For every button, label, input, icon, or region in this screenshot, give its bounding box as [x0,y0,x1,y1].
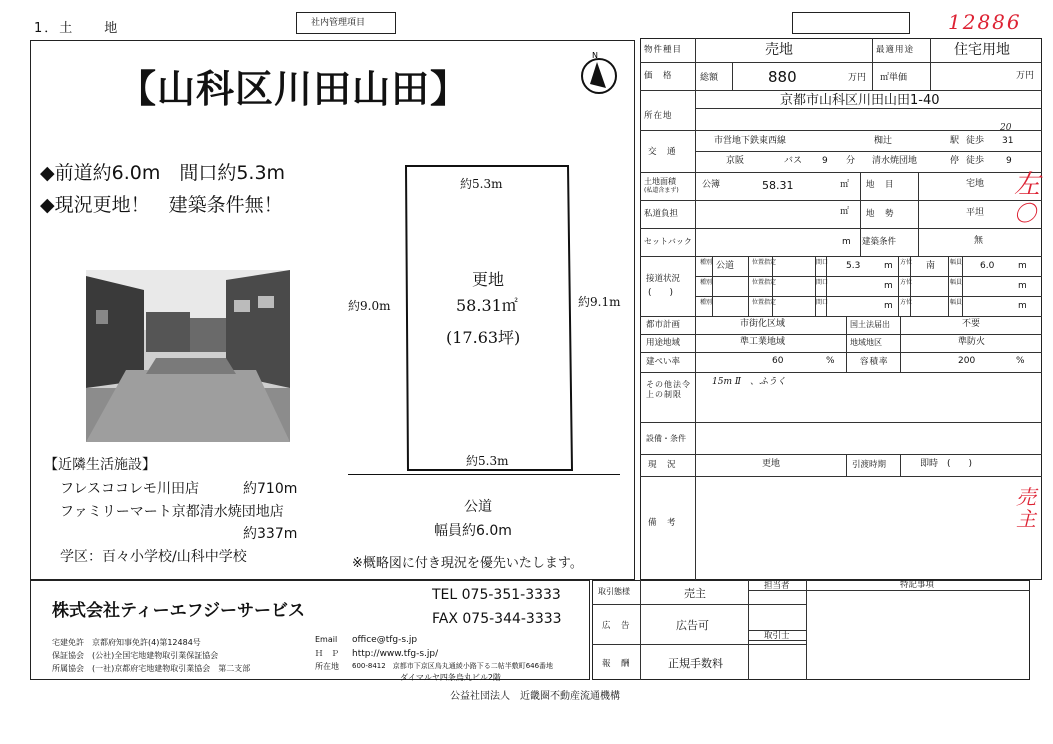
access-frontage-label: 間口 [816,299,829,306]
private-road-unit: ㎡ [840,207,850,217]
handwritten-mark: 左 [1014,170,1041,200]
walk-minutes: 31 [1002,136,1014,146]
handwritten-doc-number: 12886 [948,10,1022,34]
company-address: 600-8412 京都市下京区烏丸通綾小路下る二帖半敷町646番地 [352,662,554,670]
chimoku-label: 地 目 [866,180,895,190]
access-position-label: 位置指定 [752,279,777,286]
ref-stamp-box [792,12,910,34]
access-width-unit: m [1018,261,1027,271]
chimoku-value: 宅地 [966,179,985,189]
chisei-label: 地 勢 [866,209,895,219]
company-name: 株式会社ティーエフジーサービス [52,601,305,621]
traffic-label: 交 通 [648,147,677,157]
other-law-label: その他法令上の制限 [646,380,691,399]
bcr-label: 建ぺい率 [646,357,681,367]
site-photo [86,270,290,442]
access-dir-value: 南 [926,261,936,271]
price-value: 880 [768,68,797,86]
price-label: 価 格 [644,71,673,81]
access-position-label: 位置指定 [752,259,777,266]
compass-icon [578,50,620,96]
bus-label: バス [784,156,803,166]
access-paren: ( ) [648,288,674,298]
property-sheet [640,38,1042,580]
far-unit: % [1016,356,1025,366]
lot-bottom-dimension: 約5.3m [466,454,509,468]
access-kind-label: 種別 [700,299,713,306]
setback-label: セットバック [644,237,692,246]
zone-label: 用途地域 [646,338,681,348]
dealer-label: 取引士 [764,631,790,641]
bullet-road-frontage: ◆前道約6.0m 間口約5.3m [40,162,286,184]
company-tel: TEL 075-351-3333 [432,587,561,603]
kind-value: 売地 [765,42,793,58]
district-value: 準防火 [958,337,986,347]
access-width-label: 幅員 [950,279,963,286]
lot-diagram [400,160,580,476]
best-use-value: 住宅用地 [954,42,1010,58]
best-use-label: 最適用途 [876,45,915,55]
land-area-kind: 公簿 [702,180,721,190]
price-unit: 万円 [848,73,867,83]
road-type: 公道 [464,499,492,515]
bus-line: 京阪 [726,156,745,166]
build-cond-label: 建築条件 [862,237,897,247]
trade-association: 所属協会 (一社)京都府宅地建物取引業協会 第二支部 [52,664,251,673]
bullet-condition: ◆現況更地！ 建築条件無！ [40,194,283,216]
road-line [348,474,620,475]
build-cond-value: 無 [974,236,984,246]
school-district: 学区：百々小学校/山科中学校 [60,549,247,565]
land-area-sub: (私道含まず) [644,187,679,194]
access-dir-label: 方位 [900,279,913,286]
handover-value: 即時 ( ) [920,459,973,469]
land-area-label: 土地面積 [644,177,676,186]
fee-value: 正規手数料 [668,657,723,670]
nla-label: 国土法届出 [850,320,890,329]
current-label: 現 況 [648,460,677,470]
bus-minutes-unit: 分 [846,156,856,166]
company-fax: FAX 075-344-3333 [432,611,562,627]
hp-url[interactable]: http://www.tfg-s.jp/ [352,649,439,659]
access-dir-label: 方位 [900,259,913,266]
land-area-unit: ㎡ [840,180,850,190]
zone-value: 準工業地域 [740,337,786,347]
notes-label: 特記事項 [900,580,935,590]
lot-status: 更地 [472,270,505,289]
unit-price-unit: 万円 [1016,71,1035,81]
access-width-unit: m [1018,301,1027,311]
handwritten-seller: 売主 [1016,485,1036,531]
train-line: 市営地下鉄東西線 [714,136,787,146]
setback-unit: m [842,237,851,247]
access-label: 接道状況 [646,274,681,284]
land-area-value: 58.31 [762,179,794,192]
facility-name: フレスココレモ川田店 [60,481,200,497]
access-width-unit: m [1018,281,1027,291]
access-frontage-value: 5.3 [846,261,861,271]
email-address[interactable]: office@tfg-s.jp [352,635,418,645]
walk-label: 徒歩 [966,136,985,146]
stop-suffix: 停 [950,156,960,166]
district-label: 地域地区 [850,338,882,347]
bus-minutes: 9 [822,156,828,166]
deal-type-value: 売主 [684,587,706,600]
handwritten-circle: 〇 [1014,202,1037,227]
license-number: 宅建免許 京都府知事免許(4)第12484号 [52,638,201,647]
handover-label: 引渡時期 [852,460,887,470]
private-road-label: 私道負担 [644,209,679,219]
advert-label: 広 告 [602,621,631,631]
lot-right-dimension: 約9.1m [578,295,621,309]
access-width-label: 幅員 [950,259,963,266]
advert-value: 広告可 [676,619,709,632]
lot-left-dimension: 約9.0m [348,299,391,313]
far-label: 容積率 [860,357,889,367]
access-frontage-unit: m [884,281,893,291]
footer-organization: 公益社団法人 近畿圏不動産流通機構 [450,691,620,702]
access-kind-label: 種別 [700,279,713,286]
bcr-unit: % [826,356,835,366]
handwritten-walk-min: 20 [1000,123,1012,133]
road-width: 幅員約6.0m [434,523,512,539]
location-value: 京都市山科区川田山田1-40 [780,93,940,108]
access-frontage-label: 間口 [816,279,829,286]
access-dir-label: 方位 [900,299,913,306]
bus-stop: 清水焼団地 [872,156,918,166]
staff-label: 担当者 [764,581,790,591]
address-label: 所在地 [315,662,339,671]
company-address-building: ダイマルヤ四条烏丸ビル2階 [400,673,501,682]
lot-area-tsubo: (17.63坪) [446,328,521,347]
internal-stamp-box [296,12,396,34]
far-value: 200 [958,356,976,366]
sheet-label-column-rule [695,38,696,580]
access-position-label: 位置指定 [752,299,777,306]
bcr-value: 60 [772,356,784,366]
access-frontage-unit: m [884,301,893,311]
price-total-label: 総額 [700,73,719,83]
disclaimer-note: ※概略図に付き現況を優先いたします。 [352,556,583,571]
remarks-label: 備 考 [648,518,677,528]
handwritten-other-law: 15m Ⅱ 、ふうく [712,377,786,387]
location-label: 所在地 [644,111,673,121]
nla-value: 不要 [962,319,981,329]
kind-label: 物件種目 [644,45,683,55]
access-kind-value: 公道 [716,261,735,271]
section-title: 1．土 地 [34,21,120,36]
lot-area: 58.31㎡ [456,296,518,315]
city-plan-label: 都市計画 [646,320,681,330]
facilities-heading: 【近隣生活施設】 [44,457,156,473]
equipment-label: 設備・条件 [646,434,686,443]
access-frontage-label: 間口 [816,259,829,266]
city-plan-value: 市街化区域 [740,319,786,329]
lot-top-dimension: 約5.3m [460,177,503,191]
access-kind-label: 種別 [700,259,713,266]
facility-name: ファミリーマート京都清水焼団地店 [60,504,284,520]
svg-text:N: N [592,51,598,60]
email-label: Email [315,635,338,644]
unit-price-label: ㎡単価 [880,73,908,83]
property-title: 【山科区川田山田】 [118,66,470,111]
walk-minutes-2: 9 [1006,156,1012,166]
transaction-table [592,580,1030,680]
walk-label-2: 徒歩 [966,156,985,166]
fee-label: 報 酬 [602,659,631,669]
hp-label: Ｈ Ｐ [315,649,339,658]
deal-type-label: 取引態様 [598,587,630,596]
station-suffix: 駅 [950,136,960,146]
current-value: 更地 [762,459,781,469]
chisei-value: 平坦 [966,208,985,218]
guarantee-association: 保証協会 (公社)全国宅地建物取引業保証協会 [52,651,219,660]
access-frontage-unit: m [884,261,893,271]
train-station: 椥辻 [874,136,893,146]
facility-distance: 約710m [243,481,298,497]
access-width-value: 6.0 [980,261,995,271]
internal-stamp-label: 社内管理項目 [311,18,366,28]
facility-distance: 約337m [243,526,298,542]
access-width-label: 幅員 [950,299,963,306]
